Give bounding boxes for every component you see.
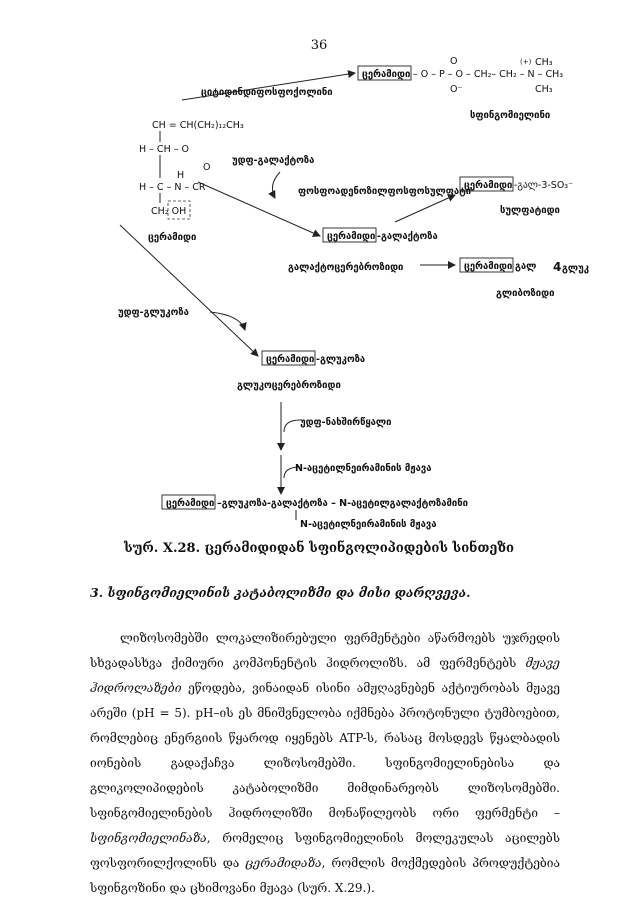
udp-galactose-label: უდფ-გალაქტოზა — [232, 155, 315, 166]
p1-text-d: , რომლის მოქმედების პროდუქტებია სფინგოზინი და ცხიმოვანი მჟავა (სურ. X.29.). — [90, 856, 560, 895]
globoside-group — [460, 258, 589, 299]
p1-italic-ceramidase: ცერამიდაზა — [245, 856, 322, 870]
charge-plus: (+) — [520, 58, 532, 66]
page-number: 36 — [310, 38, 328, 53]
cytidine-label: ციტიდინდიფოსფოქოლინი — [201, 87, 333, 98]
glccer-glucose: -გლუკოზა — [316, 354, 366, 365]
p1-italic-acid-hydrolases: მჟავე ჰიდროლაზები — [90, 656, 560, 695]
sphingomyelin-label: სფინგომიელინი — [470, 110, 551, 121]
udp-glucose-label: უდფ-გლუკოზა — [118, 307, 189, 318]
arrow-to-glccer — [120, 225, 258, 356]
chem-line-5: CH₂ OH — [151, 206, 187, 217]
phosphate-o-bottom: O⁻ — [450, 84, 463, 95]
p1-text-c: , რომელიც სფინგომიელინის მოლეკულას აცილებს ფოსფორილქოლინს და — [90, 831, 560, 870]
chem-carbonyl-o: O — [203, 162, 211, 173]
globoside-gal: გალ — [515, 261, 537, 272]
methyl-bottom: CH₃ — [535, 84, 553, 95]
sphingomyelin-formula: – O – P – O – CH₂– CH₂ – N – CH₃ — [413, 69, 564, 80]
udp-sugar-curve — [284, 420, 300, 432]
sulfatide-formula: -გალ-3-SO₃⁻ — [514, 180, 574, 191]
chem-h: H — [177, 170, 185, 181]
galcer-galactose: -გალაქტოზა — [377, 231, 438, 242]
galcer-ceramide-box: ცერამიდი — [327, 231, 376, 242]
glucocerebroside-label: გლუკოცერებროზიდი — [237, 380, 341, 391]
globoside-label: გლიბოზიდი — [496, 288, 555, 299]
glccer-ceramide-box: ცერამიდი — [266, 354, 315, 365]
chem-line-2: H – CH – O — [139, 144, 189, 155]
globoside-glc: გლუკ — [562, 263, 590, 274]
ceramide-label: ცერამიდი — [148, 232, 197, 243]
sulfatide-group — [460, 177, 573, 216]
paps-label: ფოსფოადენოზილფოსფოსულფატი — [298, 186, 472, 197]
arrow-to-sulfatide — [395, 195, 455, 222]
sulfatide-ceramide-box: ცერამიდი — [464, 180, 513, 191]
sphingomyelin-ceramide-box: ცერამიდი — [362, 69, 411, 80]
glucocerebroside-group — [237, 351, 365, 391]
udp-sugar-label: უდფ-ნახშირწყალი — [300, 417, 392, 428]
globoside-count: 4 — [553, 260, 562, 274]
section-heading: 3. სფინგომიელინის კატაბოლიზმი და მისი დარღვევა. — [90, 585, 471, 600]
globoside-ceramide-box: ცერამიდი — [464, 261, 513, 272]
p1-text-b: ეწოდება, ვინაიდან ისინი ამჟღავნებენ აქტიურობას მჟავე არეში (pH = 5). pH–ის ეს მნიშვნელობა იქმნება პროტონული ტუმბოებით, რომლებიც ენერგიის წყაროდ იყენებს ATP-ს, რასაც მოსდევს წყალბადის იონების გადაქაჩვა ლიზოსომებში. სფინგომიელინებისა და გლიკოლიპიდების კატაბოლიზმი მიმდინარეობს ლიზოსომებში. სფინგომიელინების ჰიდროლიზში მონაწილეობს ორი ფერმენტი – — [90, 681, 560, 820]
chem-line-4: H – C – N – CR — [139, 182, 206, 193]
p1-italic-sphingomyelinase: სფინგომიელინაზა — [90, 831, 207, 845]
body-text — [90, 626, 560, 901]
ganglioside-group — [162, 495, 468, 530]
ganglioside-ceramide-box: ცერამიდი — [166, 498, 215, 509]
figure-caption: სურ. X.28. ცერამიდიდან სფინგოლიპიდების სინთეზი — [123, 541, 515, 556]
nana-label-1: N-აცეტილნეირამინის მჟავა — [295, 463, 432, 474]
sulfatide-label: სულფატიდი — [500, 205, 560, 216]
udp-gal-curve-arrow — [272, 172, 280, 198]
phosphate-o-top: O — [450, 56, 458, 67]
chem-line-1: CH = CH(CH₂)₁₂CH₃ — [152, 120, 244, 131]
methyl-top: CH₃ — [535, 57, 553, 68]
p1-text-a: ლიზოსომებში ლოკალიზირებული ფერმენტები აწარმოებს უჯრედის სხვადასხვა ქიმიური კომპონენტის ჰიდროლიზს. ამ ფერმენტებს — [90, 631, 560, 670]
ceramide-structure — [139, 120, 244, 243]
paragraph-1 — [90, 626, 560, 901]
sphingomyelin-group — [358, 56, 563, 121]
nana-label-2: N-აცეტილნეირამინის მჟავა — [300, 519, 437, 530]
ganglioside-chain: –გლუკოზა-გალაქტოზა – N-აცეტილგალაქტოზამინი — [217, 498, 469, 509]
galactocerebroside-group — [288, 228, 438, 273]
galactocerebroside-label: გალაქტოცერებროზიდი — [288, 262, 404, 273]
